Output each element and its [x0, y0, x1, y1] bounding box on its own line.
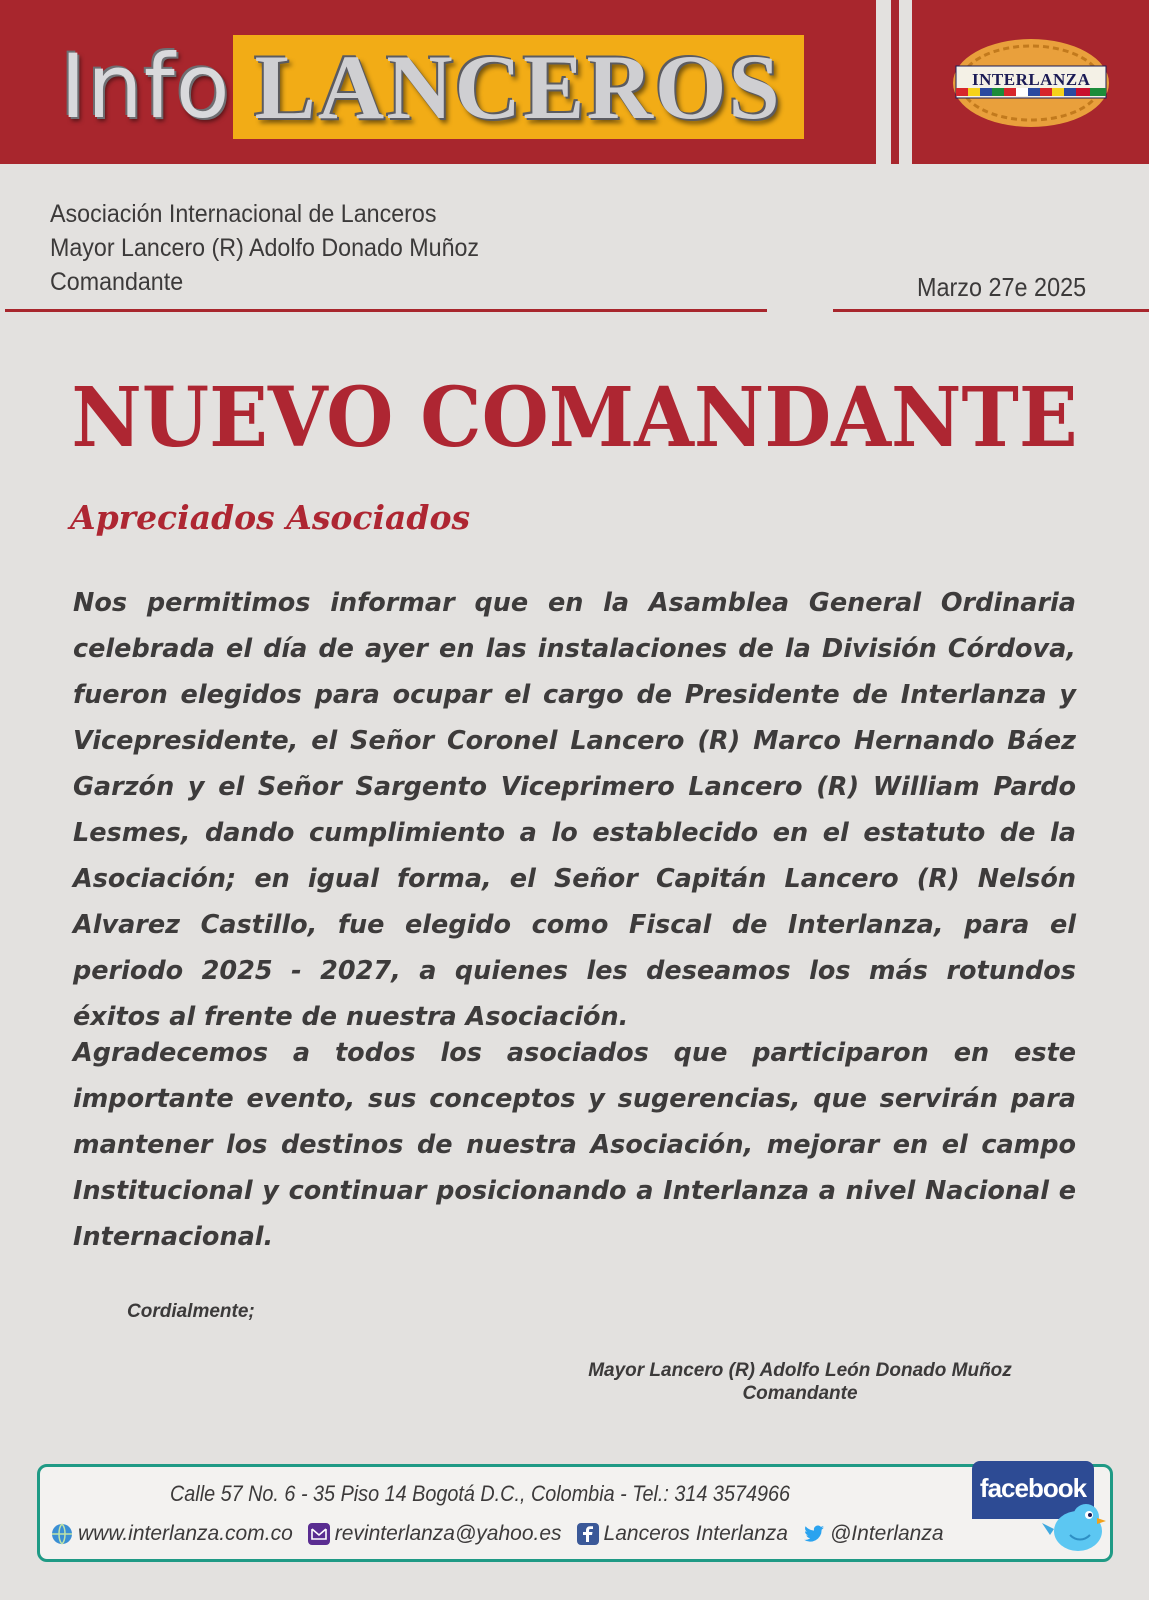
infolanceros-logo — [60, 34, 804, 140]
closing: Cordialmente; — [127, 1301, 255, 1322]
sender-block — [50, 197, 479, 299]
header-rule-left — [5, 309, 767, 312]
body-paragraph-1: Nos permitimos informar que en la Asamblea General Ordinaria celebrada el día de ayer en las instalaciones de la División Córdova, fueron elegidos para ocupar el cargo de Presidente de Interlanza y Vicepresidente, el Señor Coronel Lancero (R) Marco Hernando Báez Garzón y el Señor Sargento Viceprimero Lancero (R) William Pardo Lesmes, dando cumplimiento a lo establecido en el estatuto de la Asociación; en igual forma, el Señor Capitán Lancero (R) Nelsón Alvarez Castillo, fue elegido como Fiscal de Interlanza, para el periodo 2025 - 2027, a quienes les deseamos los más rotundos éxitos al frente de nuestra Asociación. — [73, 588, 1076, 1032]
signature-name: Mayor Lancero (R) Adolfo León Donado Muñoz — [588, 1360, 1012, 1381]
yahoo-mail-icon — [307, 1522, 331, 1546]
footer-contacts — [50, 1522, 958, 1546]
body-paragraph-2: Agradecemos a todos los asociados que participaron en este importante evento, sus conceptos y sugerencias, que servirán para mantener los destinos de nuestra Asociación, mejorar en el campo Institucional y continuar posicionando a Interlanza a nivel Nacional e Internacional. — [73, 1038, 1076, 1252]
emblem-interlanza-text: INTERLANZA — [972, 70, 1091, 89]
facebook-badge-label: facebook — [979, 1473, 1087, 1503]
footer-contact-box — [37, 1464, 1113, 1562]
logo-lanceros-box — [233, 35, 804, 139]
page-title: NUEVO COMANDANTE — [71, 370, 1078, 466]
twitter-link[interactable]: @Interlanza — [829, 1522, 944, 1545]
letter-date: Marzo 27e 2025 — [917, 272, 1087, 302]
email-link[interactable]: revinterlanza@yahoo.es — [334, 1522, 562, 1545]
twitter-bird-icon — [802, 1522, 826, 1546]
interlanza-emblem — [950, 36, 1112, 130]
facebook-icon — [576, 1522, 600, 1546]
signature-block — [540, 1359, 1060, 1405]
facebook-link[interactable]: Lanceros Interlanza — [603, 1522, 788, 1545]
greeting: Apreciados Asociados — [70, 498, 471, 537]
header-divider-stripe — [891, 0, 899, 164]
sender-organization: Asociación Internacional de Lanceros — [50, 200, 437, 228]
header-rule-right — [833, 309, 1149, 312]
website-link[interactable]: www.interlanza.com.co — [78, 1522, 293, 1545]
twitter-mascot-icon — [1040, 1491, 1110, 1561]
signature-role: Comandante — [742, 1383, 858, 1404]
sender-role: Comandante — [50, 268, 184, 296]
footer-address: Calle 57 No. 6 - 35 Piso 14 Bogotá D.C., Colombia - Tel.: 314 3574966 — [169, 1481, 791, 1506]
sender-name: Mayor Lancero (R) Adolfo Donado Muñoz — [50, 234, 480, 262]
globe-icon — [50, 1522, 74, 1546]
logo-info-text: Info — [60, 35, 231, 138]
logo-lanceros-text: LANCEROS — [254, 36, 782, 138]
